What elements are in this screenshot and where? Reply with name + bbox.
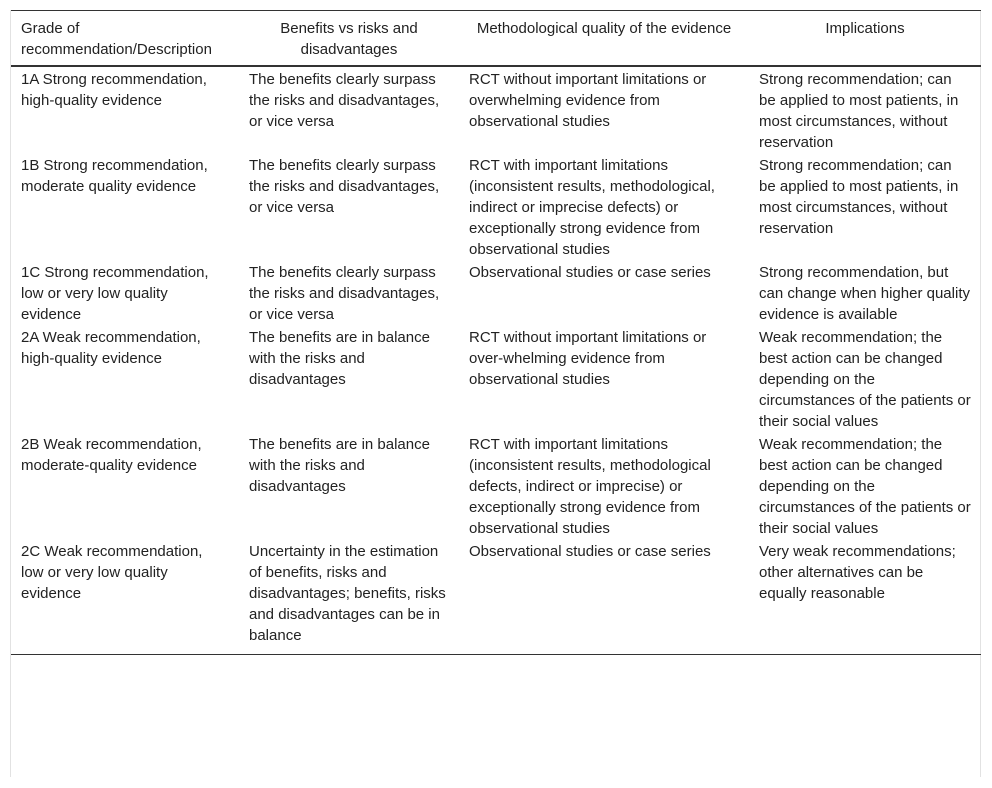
cell-quality: RCT with important limitations (inconsistent results, methodological defects, indirect or imprecise) or exceptionally strong evidence from observational studies — [469, 436, 711, 537]
recommendation-grades-table — [11, 10, 981, 655]
cell-benefits: The benefits clearly surpass the risks and disadvantages, or vice versa — [249, 71, 440, 130]
cell-grade: 1C Strong recommendation, low or very low quality evidence — [21, 264, 209, 323]
cell-quality: RCT with important limitations (inconsistent results, methodological, indirect or imprecise defects) or exceptionally strong evidence from observational studies — [469, 157, 715, 258]
cell-implications: Strong recommendation, but can change when higher quality evidence is available — [759, 264, 970, 323]
cell-implications: Strong recommendation; can be applied to most patients, in most circumstances, without reservation — [759, 71, 959, 151]
cell-implications: Strong recommendation; can be applied to most patients, in most circumstances, without reservation — [759, 157, 959, 237]
cell-quality: RCT without important limitations or over-whelming evidence from observational studies — [469, 329, 707, 388]
table-row — [11, 539, 981, 655]
table-row — [11, 260, 981, 325]
cell-benefits: The benefits are in balance with the risks and disadvantages — [249, 329, 430, 388]
cell-grade: 2C Weak recommendation, low or very low quality evidence — [11, 539, 239, 655]
cell-grade: 2A Weak recommendation, high-quality evidence — [21, 329, 201, 367]
cell-implications: Weak recommendation; the best action can be changed depending on the circumstances of the patients or their social values — [759, 329, 971, 430]
table-body — [11, 66, 981, 655]
cell-grade: 2B Weak recommendation, moderate-quality evidence — [21, 436, 202, 474]
cell-implications: Weak recommendation; the best action can be changed depending on the circumstances of the patients or their social values — [759, 436, 971, 537]
recommendation-table-container — [10, 10, 981, 777]
cell-benefits: Uncertainty in the estimation of benefits, risks and disadvantages; benefits, risks and disadvantages can be in balance — [239, 539, 459, 655]
cell-benefits: The benefits clearly surpass the risks and disadvantages, or vice versa — [249, 157, 440, 216]
cell-quality: Observational studies or case series — [459, 539, 749, 655]
cell-grade: 1A Strong recommendation, high-quality evidence — [21, 71, 207, 109]
table-header — [11, 11, 981, 67]
header-benefits: Benefits vs risks and disadvantages — [239, 11, 459, 67]
header-implications: Implications — [749, 11, 981, 67]
cell-quality: Observational studies or case series — [469, 264, 711, 281]
table-row — [11, 432, 981, 539]
header-quality: Methodological quality of the evidence — [459, 11, 749, 67]
header-row — [11, 11, 981, 67]
header-grade: Grade of recommendation/Description — [11, 11, 239, 67]
table-row — [11, 66, 981, 153]
table-row — [11, 325, 981, 432]
cell-quality: RCT without important limitations or overwhelming evidence from observational studies — [469, 71, 707, 130]
cell-implications: Very weak recommendations; other alternatives can be equally reasonable — [749, 539, 981, 655]
table-row — [11, 153, 981, 260]
cell-benefits: The benefits clearly surpass the risks and disadvantages, or vice versa — [249, 264, 440, 323]
cell-grade: 1B Strong recommendation, moderate quality evidence — [21, 157, 208, 195]
cell-benefits: The benefits are in balance with the risks and disadvantages — [249, 436, 430, 495]
